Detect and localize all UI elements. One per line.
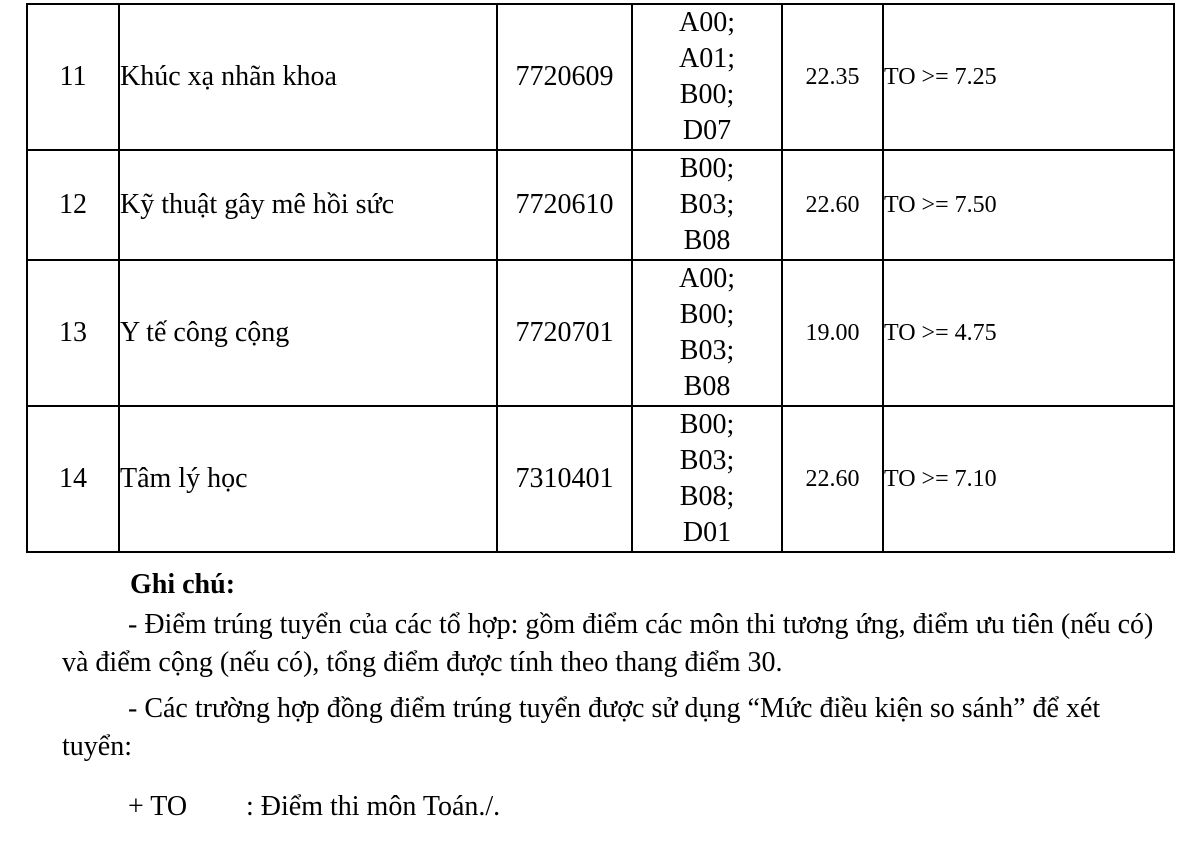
major-code: 7720610 xyxy=(497,150,632,260)
note-paragraph: - Các trường hợp đồng điểm trúng tuyển được sử dụng “Mức điều kiện so sánh” để xét tuyển: xyxy=(62,693,1101,762)
cutoff-score: 22.60 xyxy=(782,150,883,260)
note-paragraph: - Điểm trúng tuyển của các tổ hợp: gồm điểm các môn thi tương ứng, điểm ưu tiên (nếu có) và điểm cộng (nếu có), tổng điểm được tính theo thang điểm 30. xyxy=(62,609,1154,678)
table-row xyxy=(27,406,1174,552)
major-name: Khúc xạ nhãn khoa xyxy=(119,4,497,150)
major-name: Kỹ thuật gây mê hồi sức xyxy=(119,150,497,260)
notes-title: Ghi chú: xyxy=(130,569,236,600)
combination-code: A00; xyxy=(679,7,735,38)
notes-section xyxy=(62,566,1162,826)
major-code: 7720701 xyxy=(497,260,632,406)
table-row xyxy=(27,260,1174,406)
combination-code: D07 xyxy=(682,115,732,146)
to-label: + TO xyxy=(128,791,188,822)
subject-combinations xyxy=(632,406,782,552)
subject-combinations xyxy=(632,4,782,150)
major-name: Y tế công cộng xyxy=(119,260,497,406)
table-row xyxy=(27,150,1174,260)
cutoff-score: 22.35 xyxy=(782,4,883,150)
combination-code: B03; xyxy=(679,335,735,366)
row-number: 11 xyxy=(27,4,119,150)
subject-combinations xyxy=(632,260,782,406)
combination-code: B03; xyxy=(679,445,735,476)
combination-code: A00; xyxy=(679,263,735,294)
combination-code: B00; xyxy=(679,79,735,110)
combination-code: B03; xyxy=(679,189,735,220)
row-number: 13 xyxy=(27,260,119,406)
to-definition xyxy=(128,788,1162,826)
tiebreak-condition: TO >= 7.10 xyxy=(883,406,1174,552)
combination-code: B00; xyxy=(679,153,735,184)
row-number: 14 xyxy=(27,406,119,552)
table-row xyxy=(27,4,1174,150)
major-name: Tâm lý học xyxy=(119,406,497,552)
to-description: : Điểm thi môn Toán./. xyxy=(246,791,501,822)
cutoff-score: 19.00 xyxy=(782,260,883,406)
combination-code: B08 xyxy=(683,225,731,256)
combination-code: A01; xyxy=(679,43,735,74)
combination-code: D01 xyxy=(682,517,732,548)
admission-scores-table xyxy=(26,3,1175,553)
major-code: 7720609 xyxy=(497,4,632,150)
tiebreak-condition: TO >= 7.25 xyxy=(883,4,1174,150)
subject-combinations xyxy=(632,150,782,260)
major-code: 7310401 xyxy=(497,406,632,552)
cutoff-score: 22.60 xyxy=(782,406,883,552)
combination-code: B00; xyxy=(679,299,735,330)
tiebreak-condition: TO >= 7.50 xyxy=(883,150,1174,260)
tiebreak-condition: TO >= 4.75 xyxy=(883,260,1174,406)
combination-code: B08 xyxy=(683,371,731,402)
combination-code: B08; xyxy=(679,481,735,512)
row-number: 12 xyxy=(27,150,119,260)
combination-code: B00; xyxy=(679,409,735,440)
